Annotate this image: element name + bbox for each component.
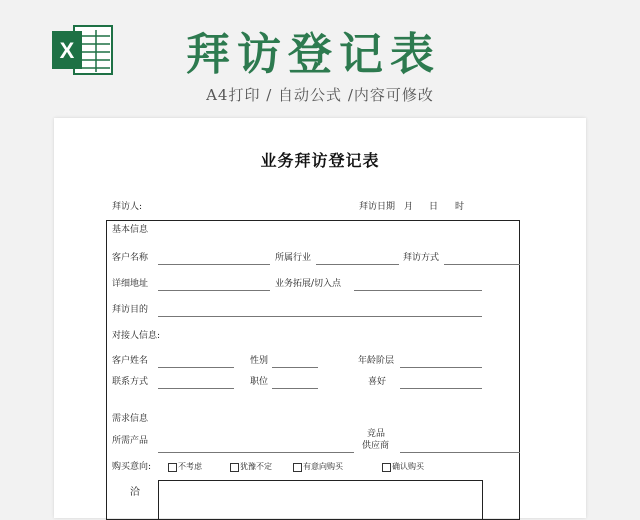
option-hesitant-label: 犹豫不定 <box>240 462 272 471</box>
contact-name-field[interactable] <box>158 367 234 368</box>
visit-method-label: 拜访方式 <box>403 253 440 263</box>
purpose-field[interactable] <box>158 316 482 317</box>
banner <box>0 0 640 115</box>
required-product-field[interactable] <box>158 452 354 453</box>
option-intend-to-buy-label: 有意向购买 <box>303 462 343 471</box>
visitor-label: 拜访人: <box>112 202 143 212</box>
contact-method-label: 联系方式 <box>112 377 149 387</box>
gender-label: 性别 <box>250 356 269 366</box>
contact-name-label: 客户姓名 <box>112 356 149 366</box>
hobby-label: 喜好 <box>368 377 387 387</box>
purchase-intent-label: 购买意向: <box>112 462 152 472</box>
demand-info-heading: 需求信息 <box>112 414 149 424</box>
option-not-considered-label: 不考虑 <box>178 462 202 471</box>
option-confirm-purchase-label: 确认购买 <box>392 462 424 471</box>
option-intend-to-buy-checkbox[interactable] <box>293 463 302 472</box>
industry-field[interactable] <box>316 264 399 265</box>
contact-info-heading: 对接人信息: <box>112 331 161 341</box>
address-field[interactable] <box>158 290 270 291</box>
option-not-considered-checkbox[interactable] <box>168 463 177 472</box>
position-field[interactable] <box>272 388 318 389</box>
purpose-label: 拜访目的 <box>112 305 149 315</box>
form-sheet <box>54 118 586 518</box>
age-group-label: 年龄阶层 <box>358 356 395 366</box>
form-frame <box>106 220 520 520</box>
month-label: 月 <box>404 202 414 212</box>
age-group-field[interactable] <box>400 367 482 368</box>
competitor-field[interactable] <box>400 452 520 453</box>
excel-logo-icon <box>52 22 114 78</box>
industry-label: 所属行业 <box>275 253 312 263</box>
expansion-field[interactable] <box>354 290 482 291</box>
required-product-label: 所需产品 <box>112 436 149 446</box>
gender-field[interactable] <box>272 367 318 368</box>
banner-subtitle: A4打印 / 自动公式 /内容可修改 <box>206 86 434 104</box>
time-label: 时 <box>455 202 465 212</box>
competitor-label-line1: 竞品 <box>367 429 386 439</box>
basic-info-heading: 基本信息 <box>112 225 149 235</box>
hobby-field[interactable] <box>400 388 482 389</box>
address-label: 详细地址 <box>112 279 149 289</box>
expansion-label: 业务拓展/切入点 <box>275 279 342 289</box>
day-label: 日 <box>429 202 439 212</box>
visit-date-label: 拜访日期 <box>359 202 396 212</box>
customer-name-label: 客户名称 <box>112 253 149 263</box>
customer-name-field[interactable] <box>158 264 270 265</box>
banner-title: 拜访登记表 <box>186 29 441 80</box>
option-confirm-purchase-checkbox[interactable] <box>382 463 391 472</box>
form-title: 业务拜访登记表 <box>260 151 380 170</box>
competitor-label-line2: 供应商 <box>362 441 390 451</box>
notes-label: 洽 <box>130 487 140 498</box>
excel-logo-letter: X <box>59 38 75 63</box>
position-label: 职位 <box>250 377 269 387</box>
contact-method-field[interactable] <box>158 388 234 389</box>
notes-box[interactable] <box>158 480 483 520</box>
option-hesitant-checkbox[interactable] <box>230 463 239 472</box>
visit-method-field[interactable] <box>444 264 520 265</box>
